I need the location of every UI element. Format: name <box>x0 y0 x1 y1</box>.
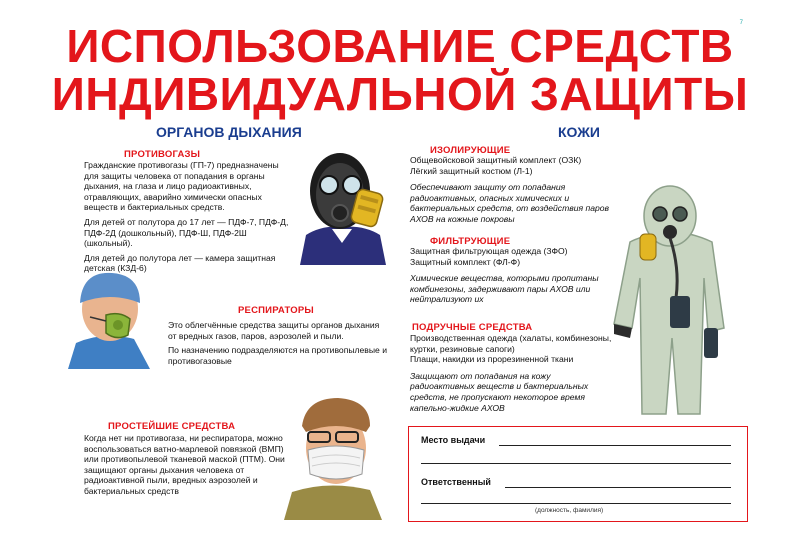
isolating-text <box>410 155 620 229</box>
gasmasks-paragraph-1: Гражданские противогазы (ГП-7) предназначены для защиты человека от попадания в органы дыхания, на глаза и лицо радиоактивных, отравляющих, аварийно химически опасных веществ и бактериальных средств. <box>84 160 279 213</box>
respiratory-heading: ОРГАНОВ ДЫХАНИЯ <box>156 124 302 140</box>
gasmasks-paragraph-3: Для детей до полутора лет — камера защитная детская (КЗД-6) <box>84 252 276 274</box>
improvised-heading: ПОДРУЧНЫЕ СРЕДСТВА <box>412 322 533 333</box>
simple-means-paragraph: Когда нет ни противогаза, ни респиратора, можно воспользоваться ватно-марлевой повязкой (ВМП) или противопылевой тканевой маской (ПТМ). Они защищают органы дыхания человека от радиоактивной пыли, вредных аэрозолей и бактериальных средств <box>84 433 285 496</box>
responsible-line[interactable] <box>505 487 731 488</box>
gasmasks-text <box>84 160 290 278</box>
gasmasks-paragraph-2: Для детей от полутора до 17 лет — ПДФ-7, ПДФ-Д, ПДФ-2Д (дошкольный), ПДФ-Ш, ПДФ-2Ш (школьный). <box>84 216 289 249</box>
skin-heading: КОЖИ <box>558 124 600 140</box>
gasmasks-heading: ПРОТИВОГАЗЫ <box>124 149 201 160</box>
filtering-item-2: Защитный комплект (ФЛ-Ф) <box>410 256 521 267</box>
improvised-item-2: Плащи, накидки из прорезиненной ткани <box>410 354 574 365</box>
responsible-hint: (должность, фамилия) <box>535 507 604 514</box>
responsible-line-2[interactable] <box>421 503 731 504</box>
responsible-label: Ответственный <box>421 477 491 487</box>
gasmask-illustration <box>292 143 394 265</box>
respirator-illustration <box>64 265 168 369</box>
issue-form <box>408 426 748 522</box>
isolating-heading: ИЗОЛИРУЮЩИЕ <box>430 145 511 156</box>
issue-place-line[interactable] <box>499 445 731 446</box>
improvised-text <box>410 333 615 417</box>
isolating-item-2: Лёгкий защитный костюм (Л-1) <box>410 165 533 176</box>
simple-means-text <box>84 433 286 501</box>
page-number: 7 <box>739 20 743 26</box>
issue-place-line-2[interactable] <box>421 463 731 464</box>
page-title-line-1: ИСПОЛЬЗОВАНИЕ СРЕДСТВ <box>66 20 734 72</box>
respirators-paragraph-1: Это облегчённые средства защиты органов дыхания от вредных газов, паров, аэрозолей и пыли. <box>168 320 380 341</box>
page-title-line-2: ИНДИВИДУАЛЬНОЙ ЗАЩИТЫ <box>51 68 749 120</box>
isolating-note: Обеспечивают защиту от попадания радиоактивных, опасных химических и бактериальных средств, от воздействия паров АХОВ на кожные покровы <box>410 182 610 224</box>
protective-suit-illustration <box>600 178 740 418</box>
gauze-bandage-illustration <box>278 392 396 520</box>
issue-place-label: Место выдачи <box>421 435 486 445</box>
filtering-item-1: Защитная фильтрующая одежда (ЗФО) <box>410 246 568 256</box>
simple-means-heading: ПРОСТЕЙШИЕ СРЕДСТВА <box>108 421 236 432</box>
respirators-heading: РЕСПИРАТОРЫ <box>238 305 314 316</box>
filtering-note: Химические вещества, которыми пропитаны комбинезоны, задерживают пары АХОВ или нейтрализуют их <box>410 273 599 305</box>
filtering-text <box>410 246 620 309</box>
improvised-note: Защищают от попадания на кожу радиоактивных веществ и бактериальных средств, не пропускают некоторое время капельно-жидкие АХОВ <box>410 370 589 413</box>
filtering-heading: ФИЛЬТРУЮЩИЕ <box>430 236 511 247</box>
respirators-text <box>168 320 390 370</box>
respirators-paragraph-2: По назначению подразделяются на противопылевые и противогазовые <box>168 345 388 366</box>
improvised-item-1: Производственная одежда (халаты, комбинезоны, куртки, резиновые сапоги) <box>410 333 612 354</box>
isolating-item-1: Общевойсковой защитный комплект (ОЗК) <box>410 155 582 165</box>
